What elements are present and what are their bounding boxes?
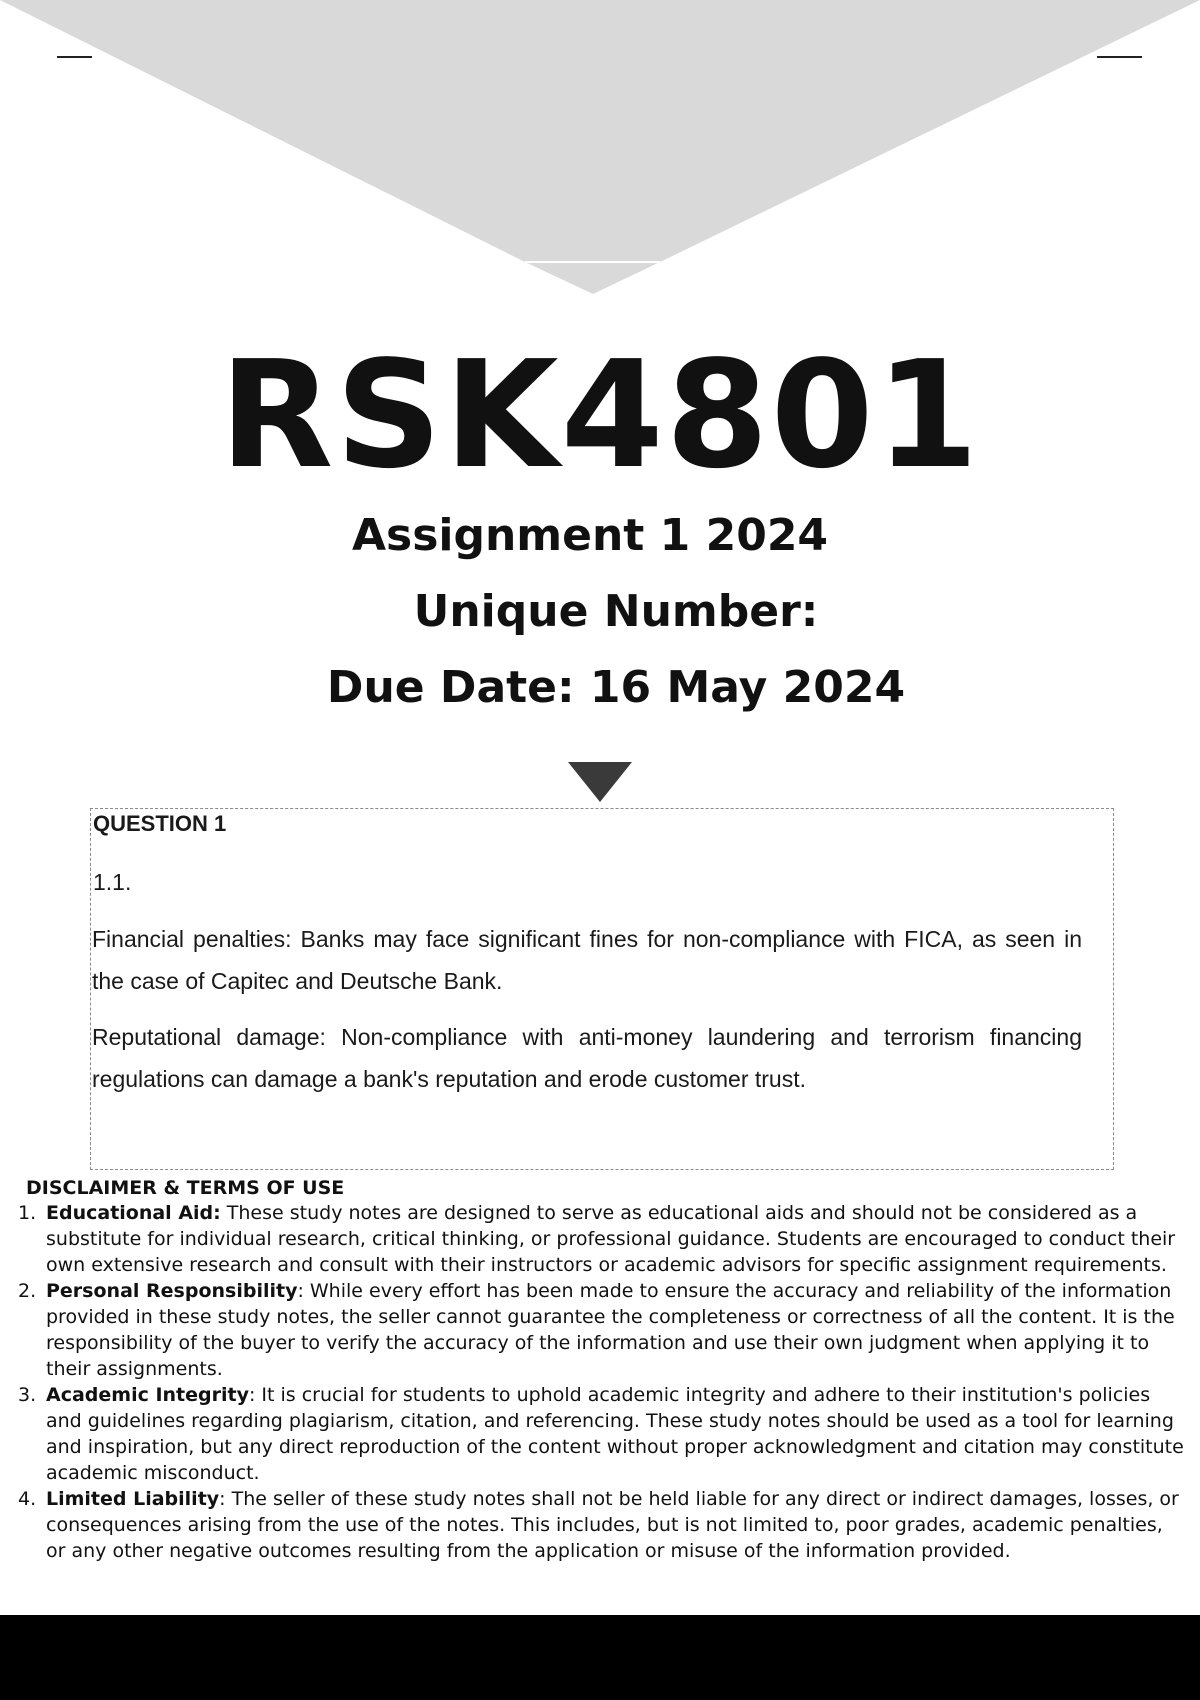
answer-paragraph: Financial penalties: Banks may face significant fines for non-compliance with FICA, as seen in the case of Capitec and Deutsche Bank. [92, 926, 1082, 994]
disclaimer-item-term: Educational Aid: [46, 1202, 221, 1224]
disclaimer-item [18, 1200, 1186, 1278]
disclaimer-item-number: 2. [18, 1280, 37, 1302]
disclaimer-item [18, 1278, 1186, 1382]
disclaimer-item-text: : The seller of these study notes shall not be held liable for any direct or indirect damages, losses, or consequences arising from the use of the notes. This includes, but is not limited to, poor grades, academic penalties, or any other negative outcomes resulting from the application or misuse of the information provided. [46, 1488, 1179, 1562]
disclaimer-item-text: : While every effort has been made to ensure the accuracy and reliability of the information provided in these study notes, the seller cannot guarantee the completeness or correctness of all the content. It is the responsibility of the buyer to verify the accuracy of the information and use their own judgment when applying it to their assignments. [46, 1280, 1175, 1380]
unique-number: Unique Number: [413, 586, 819, 637]
banner-chevron [0, 0, 1200, 294]
disclaimer-item-number: 4. [18, 1488, 37, 1510]
due-date: Due Date: 16 May 2024 [326, 662, 906, 713]
question-number: 1.1. [93, 869, 132, 895]
question-heading: QUESTION 1 [93, 811, 227, 836]
header-banner [0, 0, 1200, 300]
disclaimer-item-term: Limited Liability [46, 1488, 220, 1510]
disclaimer-item-text: : It is crucial for students to uphold academic integrity and adhere to their institution's policies and guidelines regarding plagiarism, citation, and referencing. These study notes should be used as a tool for learning and inspiration, but any direct reproduction of the content without proper acknowledgment and citation may constitute academic misconduct. [46, 1384, 1184, 1484]
footer-bar [0, 1615, 1200, 1700]
disclaimer-item [18, 1486, 1186, 1564]
disclaimer-item [18, 1382, 1186, 1486]
disclaimer-title: DISCLAIMER & TERMS OF USE [26, 1177, 345, 1199]
disclaimer-item-number: 3. [18, 1384, 37, 1406]
disclaimer-item-number: 1. [18, 1202, 37, 1224]
disclaimer-item-text: These study notes are designed to serve as educational aids and should not be considered as a substitute for individual research, critical thinking, or professional guidance. Students are encouraged to conduct their own extensive research and consult with their instructors or academic advisors for specific assignment requirements. [46, 1202, 1176, 1276]
disclaimer-item-term: Personal Responsibility [46, 1280, 298, 1302]
answer-paragraph: Reputational damage: Non-compliance with anti-money laundering and terrorism financing regulations can damage a bank's reputation and erode customer trust. [92, 1024, 1082, 1092]
disclaimer-list [18, 1200, 1186, 1564]
disclaimer-section [18, 1176, 1186, 1564]
disclaimer-item-term: Academic Integrity [46, 1384, 249, 1406]
course-code: RSK4801 [219, 329, 981, 501]
down-arrow-icon [568, 762, 632, 802]
assignment-title: Assignment 1 2024 [351, 510, 829, 561]
